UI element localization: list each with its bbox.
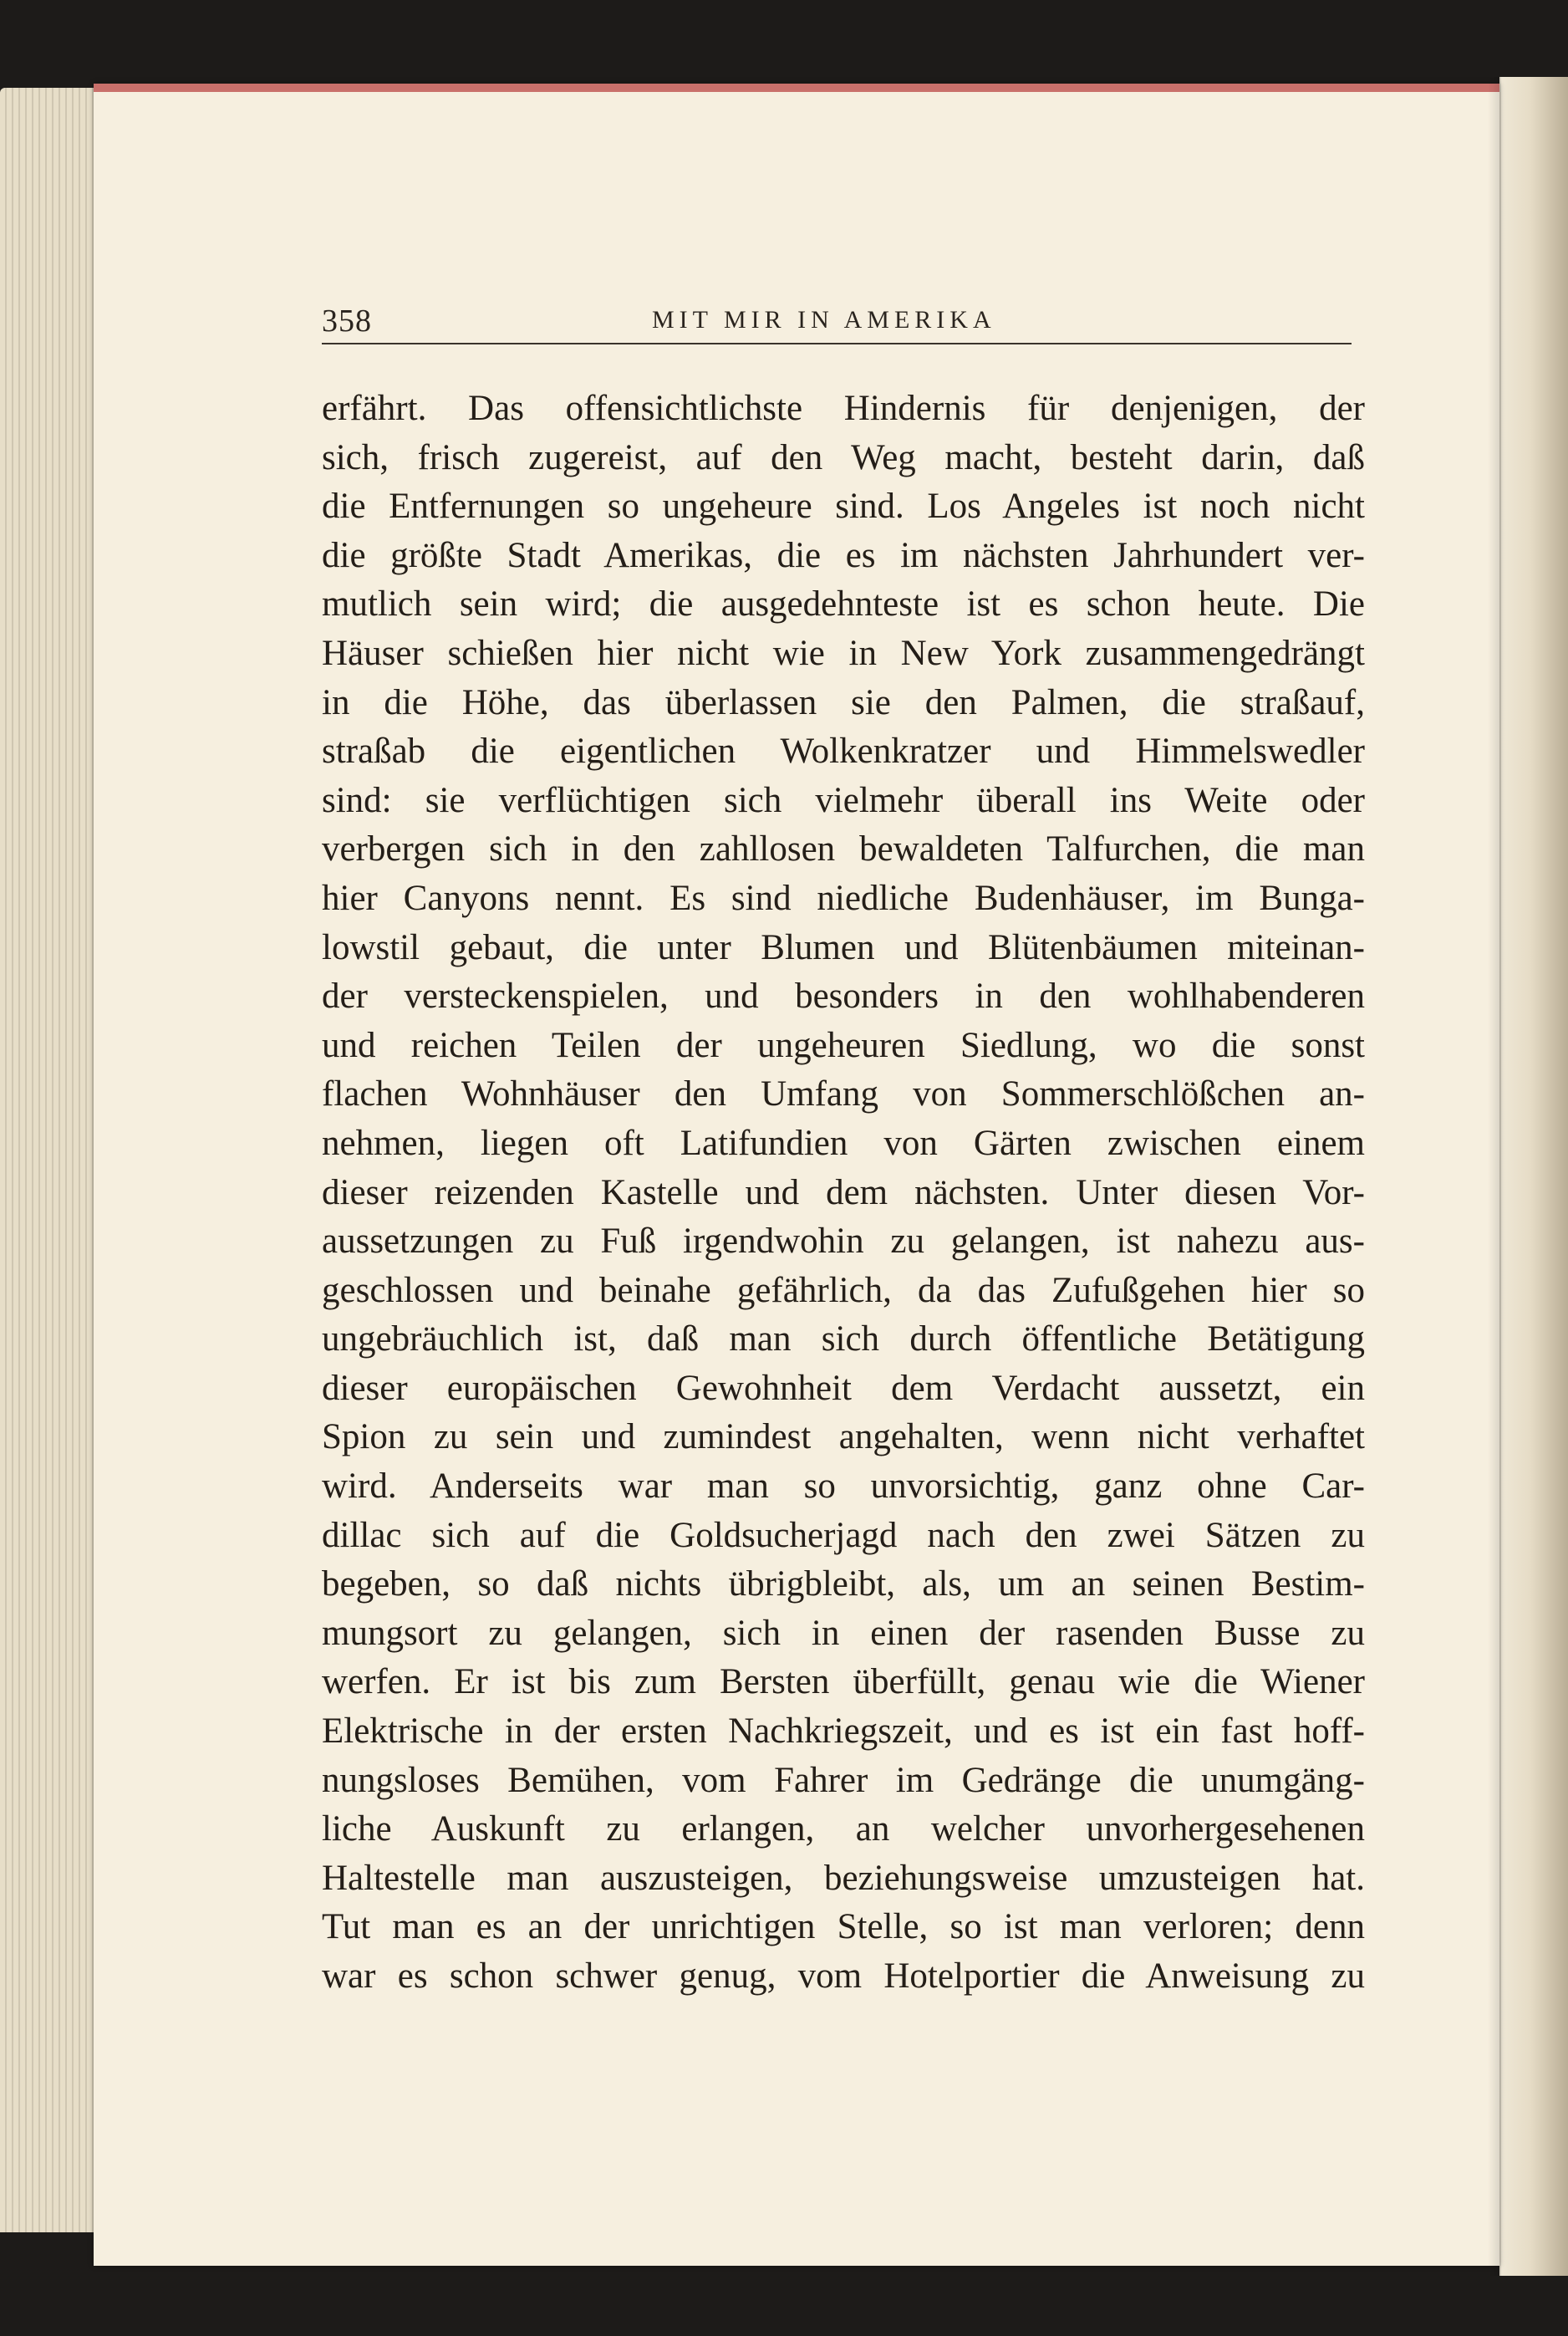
text-line: und reichen Teilen der ungeheuren Siedlung, wo die sonst <box>322 1025 1365 1065</box>
page-number: 358 <box>322 303 372 339</box>
text-line: hier Canyons nennt. Es sind niedliche Budenhäuser, im Bunga- <box>322 878 1365 918</box>
text-line: straßab die eigentlichen Wolkenkratzer und Himmelswedler <box>322 732 1365 772</box>
text-line: begeben, so daß nichts übrigbleibt, als, um an seinen Bestim- <box>322 1564 1365 1604</box>
text-line: geschlossen und beinahe gefährlich, da das Zufußgehen hier so <box>322 1270 1365 1310</box>
text-line: war es schon schwer genug, vom Hotelportier die Anweisung zu <box>322 1956 1365 1996</box>
text-line: der versteckenspielen, und besonders in den wohlhabenderen <box>322 977 1365 1017</box>
text-line: sind: sie verflüchtigen sich vielmehr überall ins Weite oder <box>322 780 1365 820</box>
text-line: Häuser schießen hier nicht wie in New York zusammengedrängt <box>322 633 1365 673</box>
text-line: die größte Stadt Amerikas, die es im nächsten Jahrhundert ver- <box>322 535 1365 575</box>
text-line: ungebräuchlich ist, daß man sich durch öffentliche Betätigung <box>322 1319 1365 1359</box>
text-line: wird. Anderseits war man so unvorsichtig, ganz ohne Car- <box>322 1466 1365 1507</box>
text-line: dillac sich auf die Goldsucherjagd nach den zwei Sätzen zu <box>322 1515 1365 1555</box>
text-line: sich, frisch zugereist, auf den Weg macht, besteht darin, daß <box>322 437 1365 477</box>
text-line: aussetzungen zu Fuß irgendwohin zu gelangen, ist nahezu aus- <box>322 1222 1365 1262</box>
text-line: werfen. Er ist bis zum Bersten überfüllt, genau wie die Wiener <box>322 1662 1365 1702</box>
text-line: die Entfernungen so ungeheure sind. Los Angeles ist noch nicht <box>322 487 1365 527</box>
body-text <box>322 385 1365 2002</box>
text-line: lowstil gebaut, die unter Blumen und Blütenbäumen miteinan- <box>322 927 1365 967</box>
text-line: dieser reizenden Kastelle und dem nächsten. Unter diesen Vor- <box>322 1172 1365 1212</box>
text-line: verbergen sich in den zahllosen bewaldeten Talfurchen, die man <box>322 829 1365 870</box>
text-line: Haltestelle man auszusteigen, beziehungsweise umzusteigen hat. <box>322 1858 1365 1898</box>
running-head <box>322 303 1352 344</box>
gutter-shadow <box>1488 77 1501 2276</box>
running-title: MIT MIR IN AMERIKA <box>652 306 996 334</box>
text-line: erfährt. Das offensichtlichste Hindernis für denjenigen, der <box>322 389 1365 428</box>
facing-page-edge <box>1499 77 1568 2276</box>
text-line: nungsloses Bemühen, vom Fahrer im Gedränge die unumgäng- <box>322 1760 1365 1800</box>
text-line: Elektrische in der ersten Nachkriegszeit, und es ist ein fast hoff- <box>322 1711 1365 1752</box>
page-stack-edges <box>0 88 104 2232</box>
text-line: Tut man es an der unrichtigen Stelle, so ist man verloren; denn <box>322 1907 1365 1947</box>
text-line: dieser europäischen Gewohnheit dem Verdacht aussetzt, ein <box>322 1368 1365 1408</box>
text-line: nehmen, liegen oft Latifundien von Gärten zwischen einem <box>322 1123 1365 1163</box>
text-line: liche Auskunft zu erlangen, an welcher unvorhergesehenen <box>322 1809 1365 1849</box>
text-line: mutlich sein wird; die ausgedehnteste ist es schon heute. Die <box>322 584 1365 625</box>
text-line: in die Höhe, das überlassen sie den Palmen, die straßauf, <box>322 682 1365 722</box>
text-line: flachen Wohnhäuser den Umfang von Sommerschlößchen an- <box>322 1074 1365 1114</box>
text-line: Spion zu sein und zumindest angehalten, wenn nicht verhaftet <box>322 1417 1365 1457</box>
text-line: mungsort zu gelangen, sich in einen der rasenden Busse zu <box>322 1613 1365 1653</box>
